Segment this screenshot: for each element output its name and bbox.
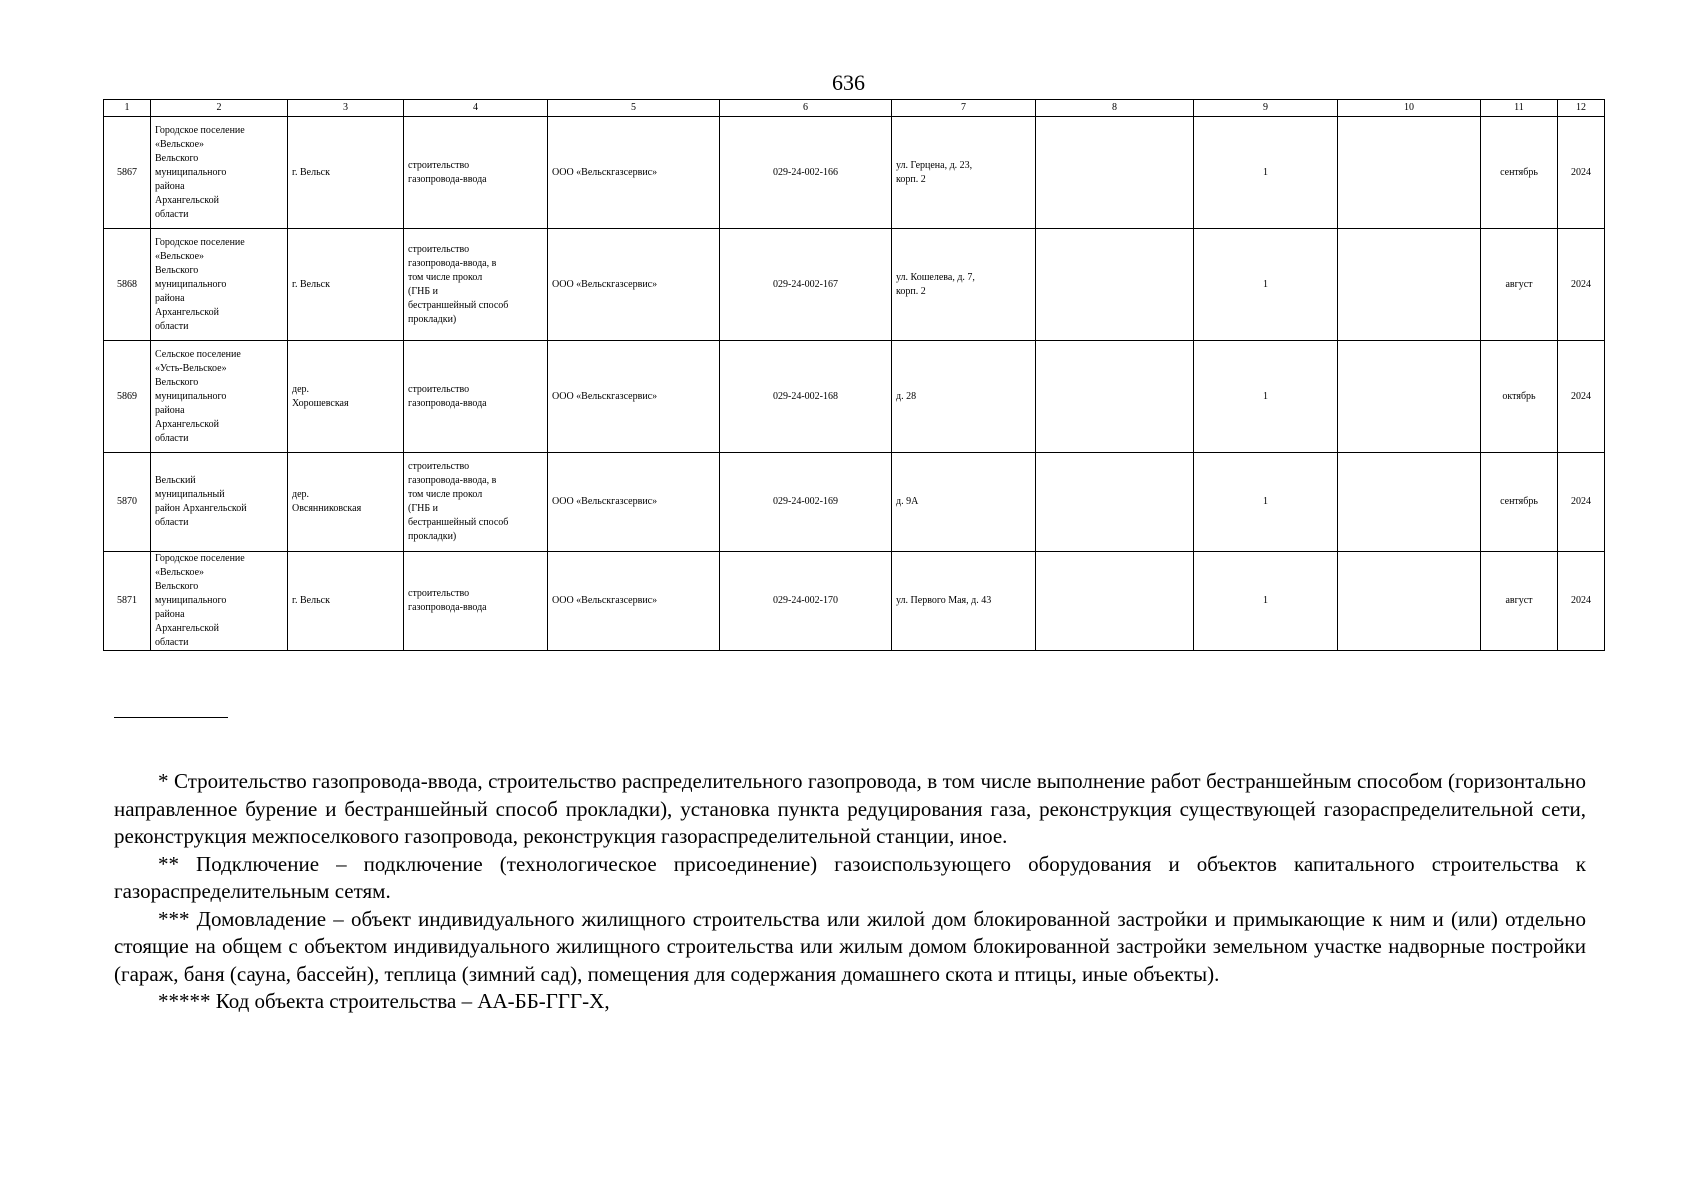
row-number-cell: 5868 (104, 229, 151, 341)
col8-cell (1036, 341, 1194, 453)
year-cell: 2024 (1558, 552, 1605, 651)
locality-cell: г. Вельск (288, 229, 404, 341)
work-type-cell: строительство газопровода-ввода (404, 341, 548, 453)
table-row (104, 341, 1605, 453)
work-type-cell: строительство газопровода-ввода (404, 552, 548, 651)
year-cell: 2024 (1558, 229, 1605, 341)
month-cell: август (1481, 552, 1558, 651)
row-number-cell: 5871 (104, 552, 151, 651)
municipality-cell: Вельский муниципальный район Архангельской области (151, 453, 288, 552)
footnote-construction: * Строительство газопровода-ввода, строительство распределительного газопровода, в том числе выполнение работ бестраншейным способом (горизонтально направленное бурение и бестраншейный способ прокладки), установка пункта редуцирования газа, реконструкция существующей газораспределительной сети, реконструкция межпоселкового газопровода, реконструкция газораспределительной станции, иное. (114, 769, 1586, 848)
object-code-cell: 029-24-002-170 (720, 552, 892, 651)
month-cell: сентябрь (1481, 453, 1558, 552)
col10-cell (1338, 341, 1481, 453)
municipality-cell: Сельское поселение «Усть-Вельское» Вельского муниципального района Архангельской области (151, 341, 288, 453)
address-cell: ул. Кошелева, д. 7, корп. 2 (892, 229, 1036, 341)
work-type-cell: строительство газопровода-ввода, в том числе прокол (ГНБ и бестраншейный способ прокладки) (404, 453, 548, 552)
object-code-cell: 029-24-002-167 (720, 229, 892, 341)
col10-cell (1338, 117, 1481, 229)
column-header: 2 (151, 100, 288, 117)
municipality-cell: Городское поселение «Вельское» Вельского муниципального района Архангельской области (151, 117, 288, 229)
col9-cell: 1 (1194, 117, 1338, 229)
operator-cell: ООО «Вельскгазсервис» (548, 229, 720, 341)
table-header-row (104, 100, 1605, 117)
page-number: 636 (832, 70, 865, 95)
operator-cell: ООО «Вельскгазсервис» (548, 453, 720, 552)
object-code-cell: 029-24-002-168 (720, 341, 892, 453)
col10-cell (1338, 453, 1481, 552)
address-cell: ул. Герцена, д. 23, корп. 2 (892, 117, 1036, 229)
column-header: 12 (1558, 100, 1605, 117)
column-header: 9 (1194, 100, 1338, 117)
footnote-connection: ** Подключение – подключение (технологическое присоединение) газоиспользующего оборудования и объектов капитального строительства к газораспределительным сетям. (114, 851, 1586, 903)
locality-cell: г. Вельск (288, 552, 404, 651)
col8-cell (1036, 117, 1194, 229)
address-cell: д. 28 (892, 341, 1036, 453)
footnote-separator (114, 717, 228, 718)
object-code-cell: 029-24-002-169 (720, 453, 892, 552)
column-header: 4 (404, 100, 548, 117)
col9-cell: 1 (1194, 453, 1338, 552)
col9-cell: 1 (1194, 341, 1338, 453)
column-header: 6 (720, 100, 892, 117)
work-type-cell: строительство газопровода-ввода (404, 117, 548, 229)
table-row (104, 117, 1605, 229)
locality-cell: дер. Хорошевская (288, 341, 404, 453)
col10-cell (1338, 229, 1481, 341)
column-header: 7 (892, 100, 1036, 117)
operator-cell: ООО «Вельскгазсервис» (548, 552, 720, 651)
row-number-cell: 5867 (104, 117, 151, 229)
row-number-cell: 5870 (104, 453, 151, 552)
year-cell: 2024 (1558, 341, 1605, 453)
month-cell: август (1481, 229, 1558, 341)
month-cell: октябрь (1481, 341, 1558, 453)
table-row (104, 552, 1605, 651)
gas-connection-table (103, 99, 1605, 651)
object-code-cell: 029-24-002-166 (720, 117, 892, 229)
column-header: 1 (104, 100, 151, 117)
column-header: 8 (1036, 100, 1194, 117)
table-row (104, 453, 1605, 552)
operator-cell: ООО «Вельскгазсервис» (548, 341, 720, 453)
table-row (104, 229, 1605, 341)
year-cell: 2024 (1558, 453, 1605, 552)
column-header: 10 (1338, 100, 1481, 117)
footnote-household: *** Домовладение – объект индивидуального жилищного строительства или жилой дом блокированной застройки и примыкающие к ним и (или) отдельно стоящие на общем с объектом индивидуального жилищного строительства или жилым домом блокированной застройки земельном участке надворные постройки (гараж, баня (сауна, бассейн), теплица (зимний сад), помещения для содержания домашнего скота и птицы, иные объекты). (114, 906, 1586, 986)
work-type-cell: строительство газопровода-ввода, в том числе прокол (ГНБ и бестраншейный способ прокладки) (404, 229, 548, 341)
municipality-cell: Городское поселение «Вельское» Вельского муниципального района Архангельской области (151, 229, 288, 341)
row-number-cell: 5869 (104, 341, 151, 453)
column-header: 3 (288, 100, 404, 117)
month-cell: сентябрь (1481, 117, 1558, 229)
footnotes (114, 768, 1586, 1016)
column-header: 5 (548, 100, 720, 117)
col9-cell: 1 (1194, 552, 1338, 651)
address-cell: ул. Первого Мая, д. 43 (892, 552, 1036, 651)
col8-cell (1036, 552, 1194, 651)
col9-cell: 1 (1194, 229, 1338, 341)
footnote-object-code: ***** Код объекта строительства – АА-ББ-ГГГ-Х, (158, 989, 610, 1013)
municipality-cell: Городское поселение «Вельское» Вельского муниципального района Архангельской области (151, 552, 288, 651)
locality-cell: г. Вельск (288, 117, 404, 229)
column-header: 11 (1481, 100, 1558, 117)
operator-cell: ООО «Вельскгазсервис» (548, 117, 720, 229)
col8-cell (1036, 453, 1194, 552)
address-cell: д. 9А (892, 453, 1036, 552)
col8-cell (1036, 229, 1194, 341)
col10-cell (1338, 552, 1481, 651)
year-cell: 2024 (1558, 117, 1605, 229)
locality-cell: дер. Овсянниковская (288, 453, 404, 552)
